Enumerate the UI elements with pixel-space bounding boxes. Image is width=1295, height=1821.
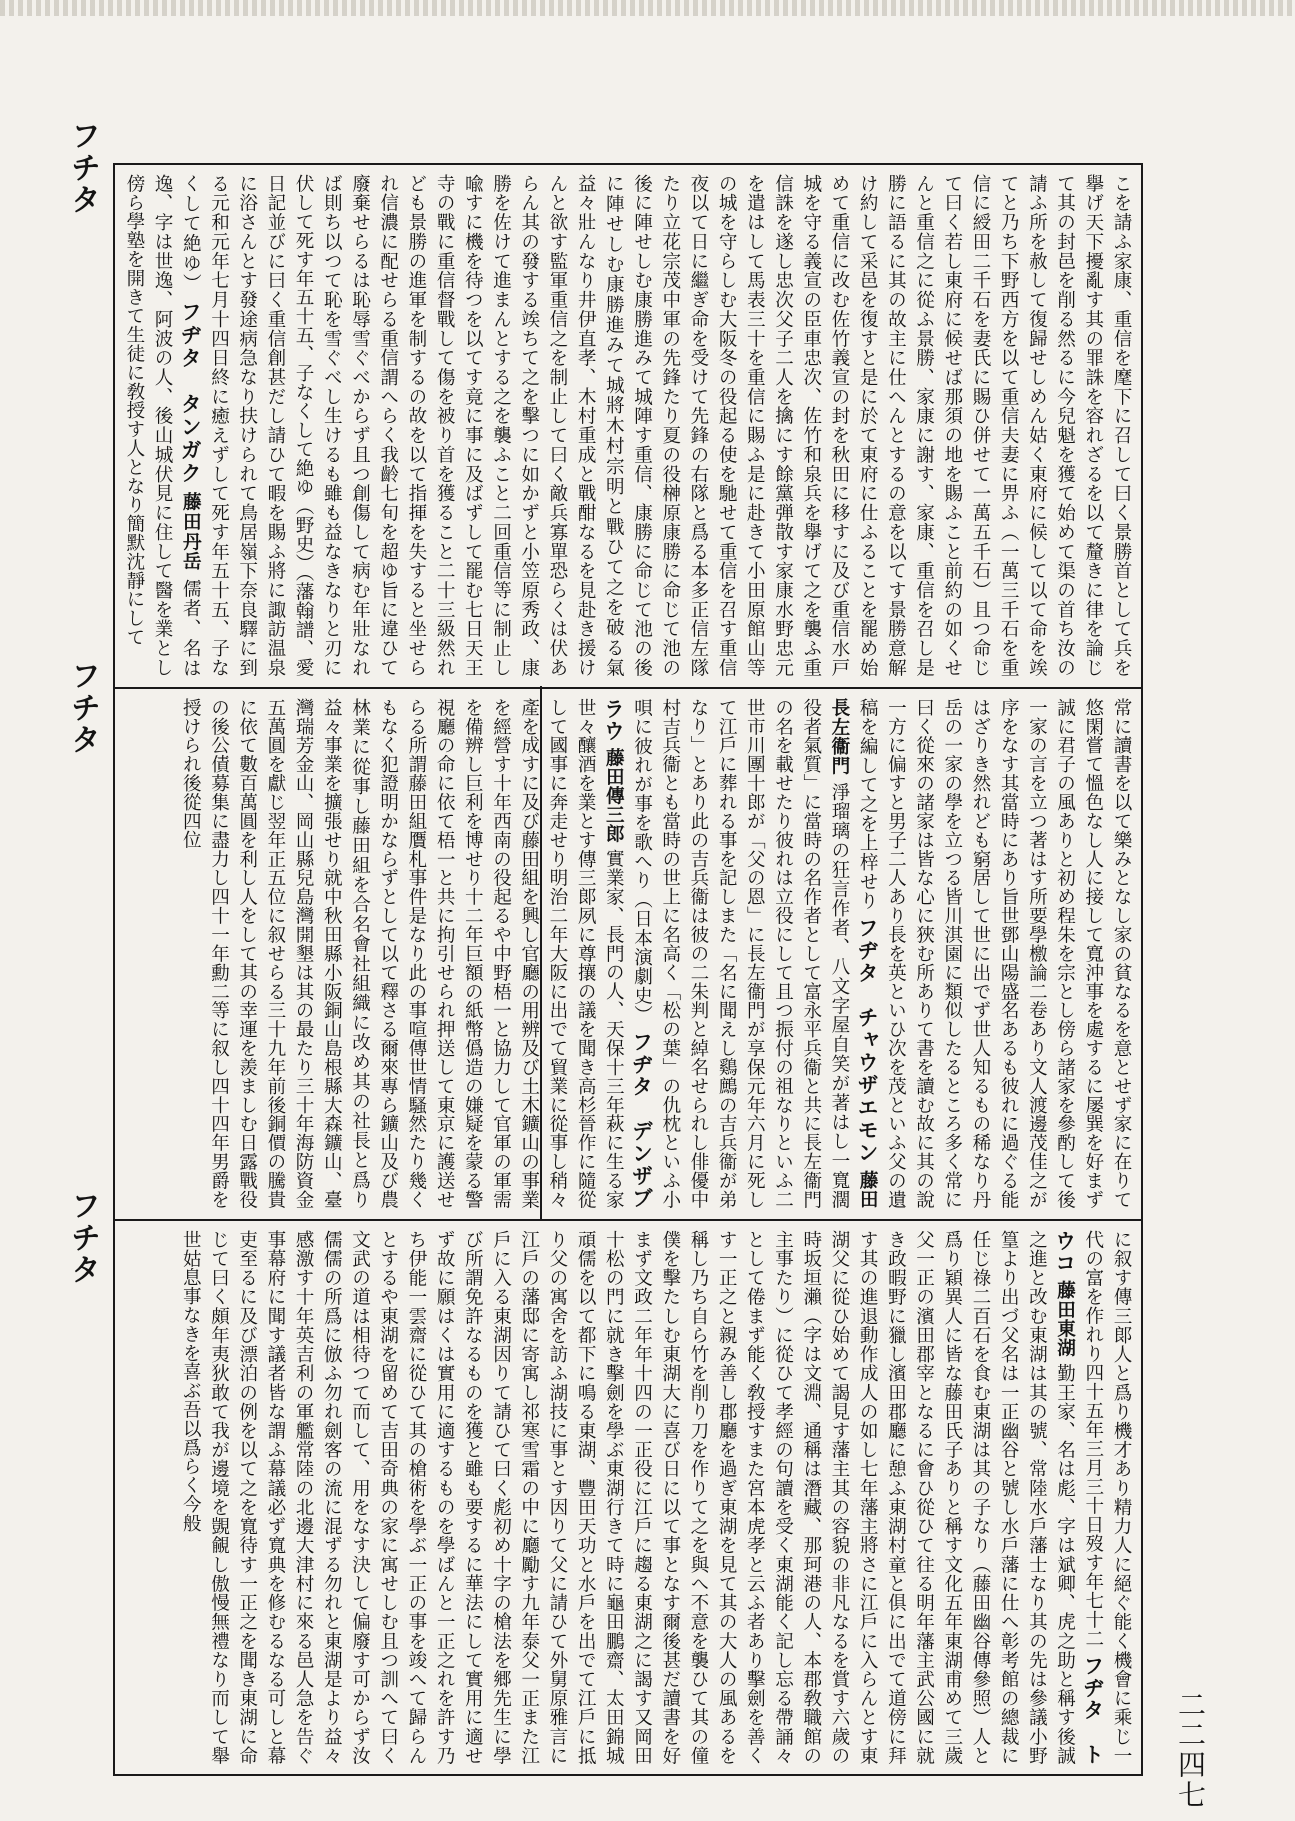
page-number: 二二四七 bbox=[1174, 1690, 1207, 1810]
entry-head-denzaburou: フヂタ デンザブラウ bbox=[601, 698, 654, 1209]
entry-name-tangaku: 藤田丹岳 bbox=[180, 491, 202, 572]
entry-chouzaemon bbox=[632, 698, 879, 1209]
bottom-panel-body bbox=[176, 1230, 1135, 1765]
bottom-intro-text: に叙す傳三郞人と爲り機才あり精力人に絕ぐ能く機會に乘じ一代の富を作れり四十五年三月三十日歿す年七十二 bbox=[1082, 1230, 1132, 1765]
entry-name-denzaburou: 藤田傳三郎 bbox=[603, 748, 625, 844]
middle-panel-body bbox=[176, 698, 1135, 1209]
middle-panel bbox=[117, 690, 1139, 1217]
middle-intro-text: 常に讀書を以て樂みとなし家の貧なるを意とせず家に在りて悠閑嘗て慍色なし人に接して寬沖事を處するに屡巽を好まず誠に君子の風ありと初め程朱を宗とし傍ら諸家を參酌して後一家の言を立つ著はす所要學檄論二卷あり文人渡邊茂佳之が序をなす其當時にあり旨世鄧山陽盛名あるも彼れに過ぐる能はざりき然れども窮居して世に出でず世人知るもの稀なり丹岳の一家の學を立つる皆川淇園に類似したるところ多く常に曰く從來の諸家は皆な心に狹む所ありて書を讀む故に其の說一方に偏すと男子二人あり長を英といひ次を茂といふ父の遺稿を編して之を上梓せり bbox=[857, 698, 1132, 1209]
entry-name-touko: 藤田東湖 bbox=[1054, 1280, 1076, 1358]
entry-head-chouzaemon: フヂタ チャウザエモン bbox=[855, 917, 880, 1165]
entry-head-tangaku: フヂタ タンガク bbox=[178, 300, 203, 485]
entry-head-touko: フヂタ トウコ bbox=[1052, 1230, 1105, 1765]
top-panel-body bbox=[120, 174, 1135, 677]
panel-divider-1 bbox=[113, 687, 1143, 689]
panel-divider-2 bbox=[113, 1219, 1143, 1221]
scan-top-band bbox=[0, 0, 1295, 16]
running-head-top: フチタ bbox=[65, 120, 100, 216]
running-head-bottom: フチタ bbox=[65, 1190, 100, 1286]
entry-text-tangaku: 儒者、名は逸、字は世逸、阿波の人、後山城伏見に住して醫を業とし傍ら學塾を開きて生徒に敎授す人となり簡默沈靜にして bbox=[123, 174, 202, 678]
top-panel-right bbox=[117, 166, 1139, 685]
entry-name-chouzaemon: 藤田長左衞門 bbox=[828, 698, 879, 1209]
top-right-text: こを請ふ家康、重信を麾下に召して曰く景勝首として兵を擧げ天下擾亂す其の罪誅を容れざるを以て釐きに律を論じて其の封邑を削る然るに今兒魁を獲て始めて渠の首ち汝の請ふ所を赦して復歸せしめん姑く東府に候して以て命を竢てと乃ち下野西方を以て重信夫妻に畀ふ（一萬三千石を重信に綬田二千石を妻氏に賜ひ併せて一萬五千石）且つ命じて曰く若し東府に候せば那須の地を賜ふこと前約の如くせんと重信之に從ふ景勝、家康に謝す、家康、重信を召し是勝に語るに其の故主に仕へんとするの意を以てす景勝意解け約して采邑を復すと是に於て東府に仕ふることを罷め始めて重信に改む佐竹義宣の封を秋田に移すに及び重信水戸城を守る義宣の臣車忠次、佐竹和泉兵を擧げて之を襲ふ重信誅を遂し忠次父子二人を擒にす餘黨弾散す家康水野忠元を遣はして馬表三十を重信に賜ふ是に赴きて小田原館山等の城を守らしむ大阪冬の役起る使を馳せて重信を召す重信夜以て日に繼ぎ命を受けて先鋒の右隊と爲る本多正信左隊たり立花宗茂中軍の先鋒たり夏の役榊原康勝に命じて池の後に陣せしむ康勝進みて城陣す重信、康勝に命じて池の後に陣せしむ康勝進みて城將木村宗明と戰ひて之を破る氣益々壯んなり井伊直孝、木村重成と戰酣なるを見赴き援けんと欲す監軍重信之を制止して曰く敵兵寡單恐らくは伏あらん其の發する竢ちて之を擊つに如かずと小笠原秀政、康勝を佐けて進まんとする之を襲ふこと二回重信等に制止し喩すに機を待つを以てす竟に事に及ばずして罷む七日天王寺の戰に重信督戰して傷を被り首を獲ること二十三級然れども景勝の進軍を制するの故を以て指揮を失すると坐せられ信濃に配せらる重信謂へらく我齡七旬を超ゆ旨に違ひて廢棄せらるは恥辱雪ぐべからず且つ創傷して病む年壯なれば則ち以つて恥を雪ぐべし生けるも雖も益なきなりと刃に伏して死す年五十五、子なくして絶ゆ（野史）（藩翰譜、愛日記並びに曰く重信創甚だし請ひて暇を賜ふ將に諏訪温泉に浴さんとす發途病急なり扶けられて鳥居嶺下奈良驛に到る元和元年七月十四日終に癒えずして死す年五十五、子なくして絶ゆ） bbox=[180, 174, 1132, 677]
entry-denzaburou bbox=[180, 698, 652, 1209]
entry-touko bbox=[180, 1230, 1104, 1765]
running-head-middle: フチタ bbox=[65, 660, 100, 756]
entry-text-touko: 勤王家、名は彪、字は斌卿、虎之助と稱す後誠之進と改む東湖は其の號、常陸水戶藩士なり其の先は參議小野篁より出づ父名は一正幽谷と號し水戶藩に仕へ彰考館の總裁に任じ祿二百石を食む東湖は其の子なり（藤田幽谷傳參照）人と爲り穎異人に皆な藤田氏子ありと稱す文化五年東湖甫めて三歲父一正の濱田郡宰となるに會ひ從ひて往る明年藩主武公國に就き政暇野に獵し濱田郡廳に憩ふ東湖村童と俱に出でて道傍に拜す其の進退動作成人の如し七年藩主將さに江戶に入らんとす東湖父に從ひ始めて謁見す藩主其の容貌の非凡なるを賞す六歲の時坂垣瀨（字は文淵、通稱は潛藏、那珂港の人、本郡敎職館の主事たり）に從ひて孝經の句讀を受く東湖能く記し忘る帶誦々として倦まず能く敎授すまた宮本虎孝と云ふ者あり擊劍を善くす一正之と親み善し郡廳を過ぎ東湖を見て其の大人の風あるを稱し乃ち自ら竹を削り刀を作りて之を與へ不意を襲ひて其の僮僕を擊たしむ東湖大に喜び日に以て事となす爾後甚だ讀書を好まず文政二年年十四の一正役に江戶に趨る東湖之に謁す又岡田十松の門に就き擊劍を學ぶ東湖行きて時に龜田鵬齋、太田錦城頑儒を以て都下に鳴る東湖、豐田天功と水戶を出でて江戶に抵り父の寓舍を訪ふ湖技に事とす因りて父に請ひて外舅原雅言に江戶の藩邸に寄寓し祁寒雪霜の中に廳勵す九年泰父一正また江戶に入る東湖因りて請ひて曰く彪初め十字の槍法を郷先生に學び所謂免許なるものを獲と雖も要するに華法にして實用に適せず故に願はくは實用に適するものを學ばんと一正之れを許す乃ち伊能一雲齋に從ひて其の槍術を學ぶ一正の事を竣へて歸らんとするや東湖を留めて吉田奇典の家に寓せしむ且つ訓へて曰く文武の道は相待つて而して、用をなす決して偏廢す可からず汝儒儒の所爲に倣ふ勿れ劍客の流に混ずる勿れと東湖是より益々感激す十年英吉利の軍艦常陸の北邊大津村に來る邑人急を告ぐ事幕府に聞す議者皆な謂ふ幕議必ず寬典を修むるなる可しと幕吏至るに及び漂泊の例を以て之を寬待す一正之を聞き東湖に命じて曰く頗年夷狄敢て我が邊境を覬覦し傲慢無禮なり而して舉世姑息事なきを喜ぶ吾以爲らく今般 bbox=[180, 1230, 1076, 1765]
bottom-panel bbox=[117, 1222, 1139, 1773]
entry-text-chouzaemon: 淨瑠璃の狂言作者、八文字屋自笑が著はし一寬濶役者氣質」に當時の名作者として富永平兵衞と共に長左衞門の名を載せたり彼れは立役にして且つ振付の祖なりといふ二世市川團十郎が「父の恩」に長左衞門が享保元年六月に死して江戶に葬れる事を記しまた「名に聞えし鷄鷓の吉兵衞が弟なり」とあり此の吉兵衞は彼の二朱判と綽名せられし俳優中村吉兵衞とも當時の世上に名高く「松の葉」の仇枕といふ小唄に彼れが事を歌へり（日本演劇史） bbox=[631, 698, 850, 1209]
entry-text-denzaburou: 實業家、長門の人、天保十三年萩に生る家世々釀酒を業とす傳三郞夙に尊攘の議を聞き高杉晉作に隨從して國事に奔走せり明治二年大阪に出でて貿業に從事し稍々產を成すに及び藤田組を興し官廳の用辨及び土木鑛山の事業を經營す十年西南の役起るや中野梧一と協力して官軍の軍需を備辨し巨利を博せり十二年巨額の紙幣僞造の嫌疑を蒙る警視廳の命に依て梧一と共に拘引せられ押送して東京に護送せらる所謂藤田組贋札事件是なり此の事喧傳世情騷然たり幾くもなく犯證明かならずとして以て釋さる爾來專ら鑛山及び農林業に從事し藤田組を合名會社組織に改め其の社長と爲り益々事業を擴張せり就中秋田縣小阪銅山島根縣大森鑛山、臺灣瑞芳金山、岡山縣兒島灣開墾は其の最たり三十年海防資金五萬圓を獻じ翌年正五位に叙せらる三十九年前後銅價の騰貴に依て數百萬圓を利し人をして其の幸運を羨ましむ日露戰役の後公債募集に盡力し四十一年勳二等に叙し四十四年男爵を授けられ後從四位 bbox=[180, 698, 625, 1210]
